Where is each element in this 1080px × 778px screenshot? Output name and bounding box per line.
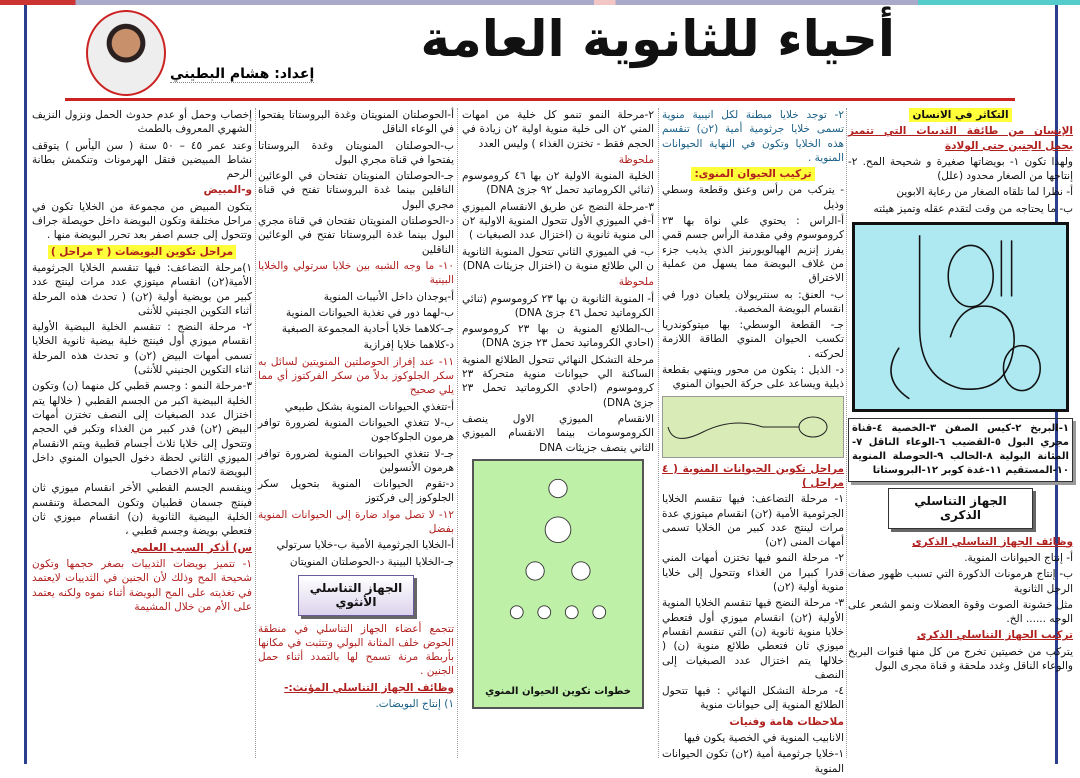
paragraph: ١)مرحلة التضاعف: فيها تنقسم الخلايا الجرثومية الأمية(٢ن) انقسام ميتوزي عدد مرات لينتج عدد كبير من بويضية أولية (٢ن) ( تحدث هذه المرحلة أثناء التكوين الجنيني للأنثى xyxy=(32,261,252,317)
paragraph: يتكون المبيض من مجموعة من الخلايا تكون في مراحل مختلفة وتكون البويضة داخل حويصلة جراف وتتحول إلى جسم اصفر بعد تحرر البويضة منها . xyxy=(32,200,252,242)
question-item: ١١- عند إفراز الحوصلتين المنويتين لسائل به سكر الجلوكوز بدلاً من سكر الفركتوز أي مما يلي صحيح xyxy=(258,355,454,397)
column-divider xyxy=(658,108,659,758)
paragraph: مرحلة التشكل النهائي تتحول الطلائع المنوية الساكنة الي حيوانات منوية متحركة ٢٣ كروموسوم (احادي الكروماتيد تحمل ٢٣ جزئ DNA) xyxy=(462,353,654,409)
page-title: أحياء للثانوية العامة xyxy=(420,10,895,68)
paragraph: ب- العنق: به سنتريولان يلعبان دورا في انقسام البويضة المخصبة. xyxy=(662,288,844,315)
column-3 xyxy=(462,108,654,713)
intro-text: الإنسان من طائفة الثدييات التي تتميز بحمل الجنين حتى الولادة xyxy=(848,125,1073,152)
question-item: جـ-لا تتغذي الحيوانات المنوية لضرورة توافر هرمون الأنسولين xyxy=(258,447,454,474)
paragraph: ١) إنتاج البويضات. xyxy=(375,697,454,710)
subheading: ملاحظات هامة وفنيات xyxy=(729,715,844,728)
question-item: ب-لهما دور في تغذية الحيوانات المنوية xyxy=(285,306,454,319)
subheading: وظائف الجهاز التناسلي المؤنث:- xyxy=(284,681,454,694)
question-item: د-تقوم الحيوانات المنوية بتحويل سكر الجلوكوز إلى فركتوز xyxy=(258,478,454,505)
diagram-caption: خطوات تكوين الحيوان المنوي xyxy=(485,686,631,698)
subheading: وظائف الجهاز التناسلي الذكرى xyxy=(912,535,1073,548)
question-item: أ-الخلايا الجرثومية الأمية ب-خلايا سرتولي xyxy=(276,539,454,552)
paragraph: ب- إنتاج هرمونات الذكورة التي تسبب ظهور صفات الرجل الثانوية xyxy=(848,568,1073,595)
column-divider xyxy=(255,108,256,758)
paragraph: إخصاب وحمل أو عدم حدوث الحمل ونزول النزيف الشهري المعروف بالطمث xyxy=(32,109,252,136)
diagram-legend: ١-البربخ ٢-كيس الصفن ٣-الخصية ٤-قناة مجري البول ٥-القضيب ٦-الوعاء الناقل ٧-المثانة البولية ٨-الحالب ٩-الحوصلة المنوية ١٠-المستقيم ١١-غدة كوبر ١٢-البروستاتا xyxy=(848,418,1073,482)
paragraph: أ- نظرا لما تلقاه الصغار من رعاية الابوين xyxy=(896,186,1073,199)
paragraph: الانقسام الميوزي الاول ينصف الكروموسومات بينما الانقسام الميوزي الثاني ينصف جزيئات DNA xyxy=(462,412,654,454)
paragraph: ٢- مرحلة النضج : تنقسم الخلية البيضية الأولية انقسام ميوزي أول فينتج خلية بيضية ثانوية الخلايا تسمى أمهات البيض (٢ن) و تحدث هذه المرحلة اثناء التكوين الجنيني للأنثى) xyxy=(32,321,253,377)
paragraph: الخلية المنوية الاولية ٢ن بها ٤٦ كروموسوم (ثنائي الكروماتيد تحمل ٩٢ جزئ DNA) xyxy=(462,170,654,197)
question-item: جـ-كلاهما خلايا أحادية المجموعة الصبغية xyxy=(281,323,454,336)
paragraph: ب- في الميوزي الثاني تتحول المنوية الثانوية ن الي طلائع منوية ن (اختزال جزيئات DNA) xyxy=(462,245,654,272)
question-item: د-الحوصلتان المنويتان تفتحان في قناة مجري البول بينما غدة البروستاتا تفتح في الوعائين الناقلين xyxy=(258,215,454,256)
paragraph: ١-خلايا جرثومية أمية (٢ن) تكون الحيوانات المنوية xyxy=(662,748,845,775)
author-name: إعداد: هشام البطيني xyxy=(170,66,315,82)
paragraph: ٣- مرحلة النضج فيها تنقسم الخلايا المنوية الأولية (٢ن) انقسام ميوزي أول فتعطي خلايا منوية ثانوية (ن) التي تنقسم انقسام ميوزي ثان فتعطي طلائع منوية (ن) ( خلالها يتم اختزال عدد الصبغيات إلى النصف xyxy=(662,597,844,681)
paragraph: ٣-مرحلة النضج عن طريق الانقسام الميوزي أ-في الميوزي الأول تتحول المنوية الاولية ٢ن الى منوية ثانوية ن (اختزال عدد الصبغيات ) xyxy=(462,200,654,242)
paragraph: تتجمع أعضاء الجهاز التناسلي في منطقة الحوض خلف المثانة البولي وتتثبت في مكانها بأربطة مرنة تسمح لها بالتمدد أثناء حمل الجنين . xyxy=(258,622,454,678)
paragraph: يتركب من خصيتين تخرج من كل منها قنوات البربخ والوعاء الناقل وغدد ملحقة و قناة مجرى البول xyxy=(848,645,1073,673)
question-item: ١٢- لا تصل مواد ضارة إلى الحيوانات المنوية بفضل xyxy=(258,508,454,536)
question-item: أ-يوجدان داخل الأنيبات المنوية xyxy=(323,290,454,303)
paragraph: ١- تتميز بويضات الثدييات بصغر حجمها وتكون شحيحة المح وذلك لأن الجنين في الثدييات لايعتمد في تغذيته على المح البويضة أثناء نموه ولكنه يعتمد على الأم من خلال المشيمة xyxy=(32,557,252,613)
male-reproductive-diagram xyxy=(852,222,1069,412)
paragraph: د- الذيل : يتكون من محور وينتهي بقطعة ذيلية ويساعد على حركة الحيوان المنوي xyxy=(662,364,844,391)
section-box-heading: الجهاز التناسلي الذكرى xyxy=(888,488,1033,529)
subheading: و-المبيض xyxy=(203,184,252,197)
column-divider xyxy=(846,108,847,758)
column-1 xyxy=(848,108,1073,675)
question-item: أ-تتغذي الحيوانات المنوية بشكل طبيعي xyxy=(284,400,454,413)
column-4 xyxy=(258,108,454,713)
column-2 xyxy=(662,108,844,778)
paragraph: جـ- القطعة الوسطي: بها ميتوكوندريا تكسب الحيوان المنوي الطاقة اللازمة لحركته . xyxy=(662,319,844,360)
paragraph: أ-الراس : يحتوي علي نواة بها ٢٣ كروموسوم وفي مقدمة الرأس جسم قمي يفرز إنزيم الهيالويورنيز الذي يذيب جزء من غلاف البويضة مما يسهل من عملية الاختراق xyxy=(662,215,844,285)
paragraph: ١- مرحلة التضاعف: فيها تنقسم الخلايا الجرثومية الأمية (٢ن) انقسام ميتوزي عدة مرات لينتج عدد كبير من الخلايا تسمى أمهات المنى (٢ن) xyxy=(662,493,844,549)
subheading: مراحل تكوين الحيوانات المنوية ( ٤ مراحل ) xyxy=(662,462,844,489)
section-heading: مراحل تكوين البويضات ( ٣ مراحل ) xyxy=(48,245,236,259)
paragraph: - يتركب من رأس وعنق وقطعة وسطي وذيل xyxy=(662,184,844,211)
header-divider xyxy=(65,98,1015,101)
note-label: ملحوظة xyxy=(618,153,654,166)
sperm-diagram xyxy=(662,396,844,458)
paragraph: ٤- مرحلة التشكل النهائي : فيها تتحول الطلائع المنوية إلى حيوانات منوية xyxy=(662,685,844,712)
question-item: جـ-الحوصلتان المنويتان تفتحان في الوعائين الناقلين بينما غدة البروستاتا تفتح في قناة مجري البول xyxy=(258,170,454,211)
question-item: ب-لا تتغذي الحيوانات المنوية لضرورة توافر هرمون الجلوكاجون xyxy=(258,416,454,444)
paragraph: مثل خشونة الصوت وقوة العضلات ونمو الشعر على الوجه ...... الخ. xyxy=(848,598,1073,626)
subheading: س) أذكر السبب العلمي xyxy=(131,541,252,554)
section-heading: تركيب الحيوان المنوى: xyxy=(691,167,814,181)
note-label: ملحوظة xyxy=(618,276,654,289)
paragraph: أ- المنوية الثانوية ن بها ٢٣ كروموسوم (ثنائي الكروماتيد تحمل ٤٦ جزئ DNA) xyxy=(462,292,654,319)
question-item: جـ-الخلايا البينية د-الحوصلتان المنويتان xyxy=(289,555,454,568)
paragraph: أ- إنتاج الحيوانات المنوية. xyxy=(964,551,1073,564)
paragraph: ب-الطلائع المنوية ن بها ٢٣ كروموسوم (احادي الكروماتيد تحمل ٢٣ جزئ DNA) xyxy=(462,323,654,350)
paragraph: الانابيب المنوية في الخصية يكون فيها xyxy=(683,731,844,744)
paragraph: وينقسم الجسم القطبي الأخر انقسام ميوزي ثان فينتج جسمان قطبيان وتكون المحصلة وتنقسم الخلية البيضية الثانوية (ن) انقسام ميوزي ثان فتعطي بويضة وجسم قطبي ، xyxy=(32,482,252,538)
paragraph: ٢- توجد خلايا مبطنة لكل انيبية منوية تسمى خلايا جرثومية أمية (٢ن) تنقسم هذه الخلايا وتكون في النهاية الحيوانات المنوية . xyxy=(662,109,845,164)
paragraph: ٢- مرحلة النمو فيها تختزن أمهات المني قدرا كبيرا من الغذاء وتتحول إلى خلايا منوية أولية (٢ن) xyxy=(662,552,844,594)
question-item: ب-الحوصلتان المنويتان وغدة البروستاتا يفتحوا في قناة مجري البول xyxy=(258,139,454,166)
paragraph: وعند عمر ٤٥ – ٥٠ سنة ( سن اليأس ) يتوقف نشاط المبيضين فتقل الهرمونات وتنكمش بطانة الرحم xyxy=(32,139,252,181)
question-list xyxy=(258,108,454,569)
question-item: ١٠- ما وجه الشبه بين خلايا سرتولي والخلايا البينية xyxy=(258,259,454,287)
column-5 xyxy=(32,108,252,616)
paragraph: ب- ما يحتاجه من وقت لتقدم عقله وتميز هيئته xyxy=(873,202,1073,215)
question-item: أ-الحوصلتان المنويتان وغدة البروستاتا يفتحوا في الوعاء الناقل xyxy=(258,109,454,136)
paragraph: ٢-مرحلة النمو تنمو كل خلية من امهات المني ٢ن الى خلية منوية اولية ٢ن زيادة في الحجم فقط - تختزن الغذاء ) وليس العدد xyxy=(462,109,654,150)
paragraph: ٣-مرحلة النمو : وجسم قطبي كل منهما (ن) وتكون الخلية البيضية اكبر من الجسم القطبي ( خلالها يتم اختزال عدد الصبغيات إلى النصف تختزن أمهات البيض (٢ن) قدر كبير من الغذاء وتكبر في الحجم وتتحول إلى خلايا ثلاث أجسام قطبية ويتم الانقسام الميوزي الثاني لحظة دخول الحيوان المنوي داخل البويضة لاتمام الاخصاب xyxy=(32,380,252,479)
paragraph: ولهذا تكون ١- بويضاتها صغيرة و شحيحة المح. ٢- إنتاجها من الصغار محدود (علل) xyxy=(848,155,1073,183)
subheading: تركيب الجهاز التناسلي الذكرى xyxy=(916,629,1073,642)
section-box-heading: الجهاز التناسلي الأنثوي xyxy=(298,575,414,616)
spermatogenesis-diagram xyxy=(472,459,644,709)
author-photo xyxy=(86,10,166,96)
question-item: د-كلاهما خلايا إفرازية xyxy=(363,339,454,352)
column-divider xyxy=(457,108,458,758)
section-heading: التكاثر في الانسان xyxy=(909,108,1011,122)
